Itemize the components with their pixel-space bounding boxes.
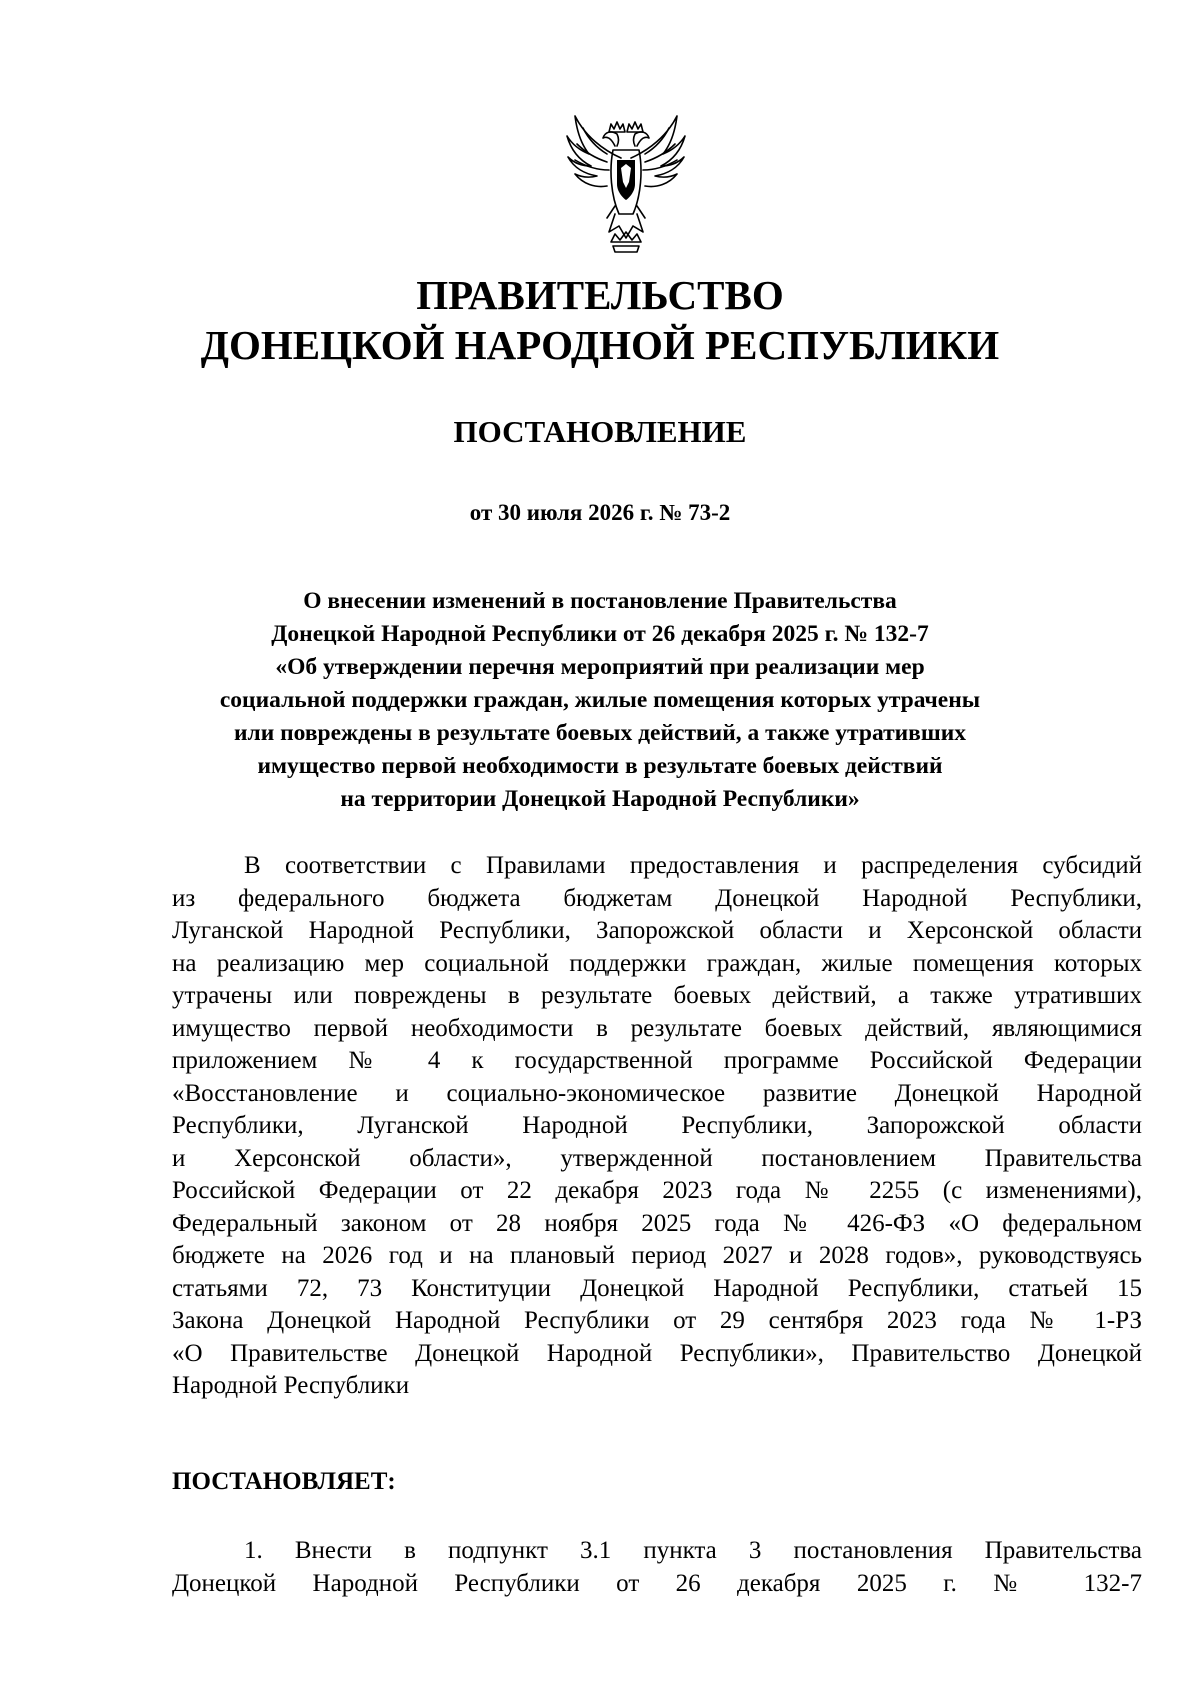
paragraph-line: В соответствии с Правилами предоставления и распределения субсидий: [244, 852, 1142, 879]
paragraph-line: Российской Федерации от 22 декабря 2023 года № 2255 (с изменениями),: [172, 1177, 1142, 1204]
paragraph-line: Луганской Народной Республики, Запорожской области и Херсонской области: [172, 917, 1142, 944]
paragraph-line: имущество первой необходимости в результате боевых действий, являющимися: [172, 1014, 1142, 1042]
document-type: ПОСТАНОВЛЕНИЕ: [453, 414, 747, 449]
paragraph-line: на реализацию мер социальной поддержки граждан, жилые помещения которых: [172, 949, 1142, 977]
paragraph-line: приложением № 4 к государственной программе Российской Федерации: [172, 1047, 1142, 1074]
subject-line: Донецкой Народной Республики от 26 декабря 2025 г. № 132-7: [271, 621, 929, 647]
paragraph-line: «Восстановление и социально-экономическое развитие Донецкой Народной: [172, 1079, 1142, 1107]
paragraph-line: утрачены или повреждены в результате боевых действий, а также утративших: [172, 982, 1142, 1009]
paragraph-line: 1. Внести в подпункт 3.1 пункта 3 постановления Правительства: [244, 1537, 1142, 1564]
decree-item-1: [172, 1535, 1142, 1600]
document-subject: [0, 585, 1200, 816]
paragraph-line: бюджете на 2026 год и на плановый период 2027 и 2028 годов», руководствуясь: [172, 1242, 1142, 1269]
government-title: [0, 270, 1200, 370]
paragraph-line: «О Правительстве Донецкой Народной Республики», Правительство Донецкой: [172, 1339, 1142, 1367]
paragraph-line: Республики, Луганской Народной Республики, Запорожской области: [172, 1112, 1142, 1139]
document-date-number: от 30 июля 2026 г. № 73-2: [469, 500, 731, 525]
decree-heading: ПОСТАНОВЛЯЕТ:: [172, 1468, 396, 1495]
subject-line: «Об утверждении перечня мероприятий при реализации мер: [275, 654, 925, 680]
preamble-paragraph: [172, 850, 1142, 1403]
subject-line: социальной поддержки граждан, жилые помещения которых утрачены: [219, 687, 981, 713]
paragraph-line: Федеральный законом от 28 ноября 2025 года № 426-ФЗ «О федеральном: [172, 1209, 1142, 1237]
paragraph-line: статьями 72, 73 Конституции Донецкой Народной Республики, статьей 15: [172, 1274, 1142, 1302]
subject-line: или повреждены в результате боевых действий, а также утративших: [234, 720, 966, 746]
paragraph-line: и Херсонской области», утвержденной постановлением Правительства: [172, 1144, 1142, 1172]
subject-line: имущество первой необходимости в результате боевых действий: [257, 753, 943, 779]
double-headed-eagle-coat-of-arms-icon: [563, 110, 689, 256]
paragraph-line: Закона Донецкой Народной Республики от 29 сентября 2023 года № 1-РЗ: [172, 1307, 1142, 1334]
paragraph-line: из федерального бюджета бюджетам Донецкой Народной Республики,: [172, 884, 1142, 912]
paragraph-line: Народной Республики: [172, 1372, 410, 1399]
government-title-line: ПРАВИТЕЛЬСТВО: [416, 272, 784, 318]
subject-line: на территории Донецкой Народной Республики»: [340, 786, 860, 812]
government-title-line: ДОНЕЦКОЙ НАРОДНОЙ РЕСПУБЛИКИ: [200, 322, 1000, 368]
subject-line: О внесении изменений в постановление Правительства: [303, 588, 897, 614]
paragraph-line: Донецкой Народной Республики от 26 декабря 2025 г. № 132-7: [172, 1569, 1142, 1597]
